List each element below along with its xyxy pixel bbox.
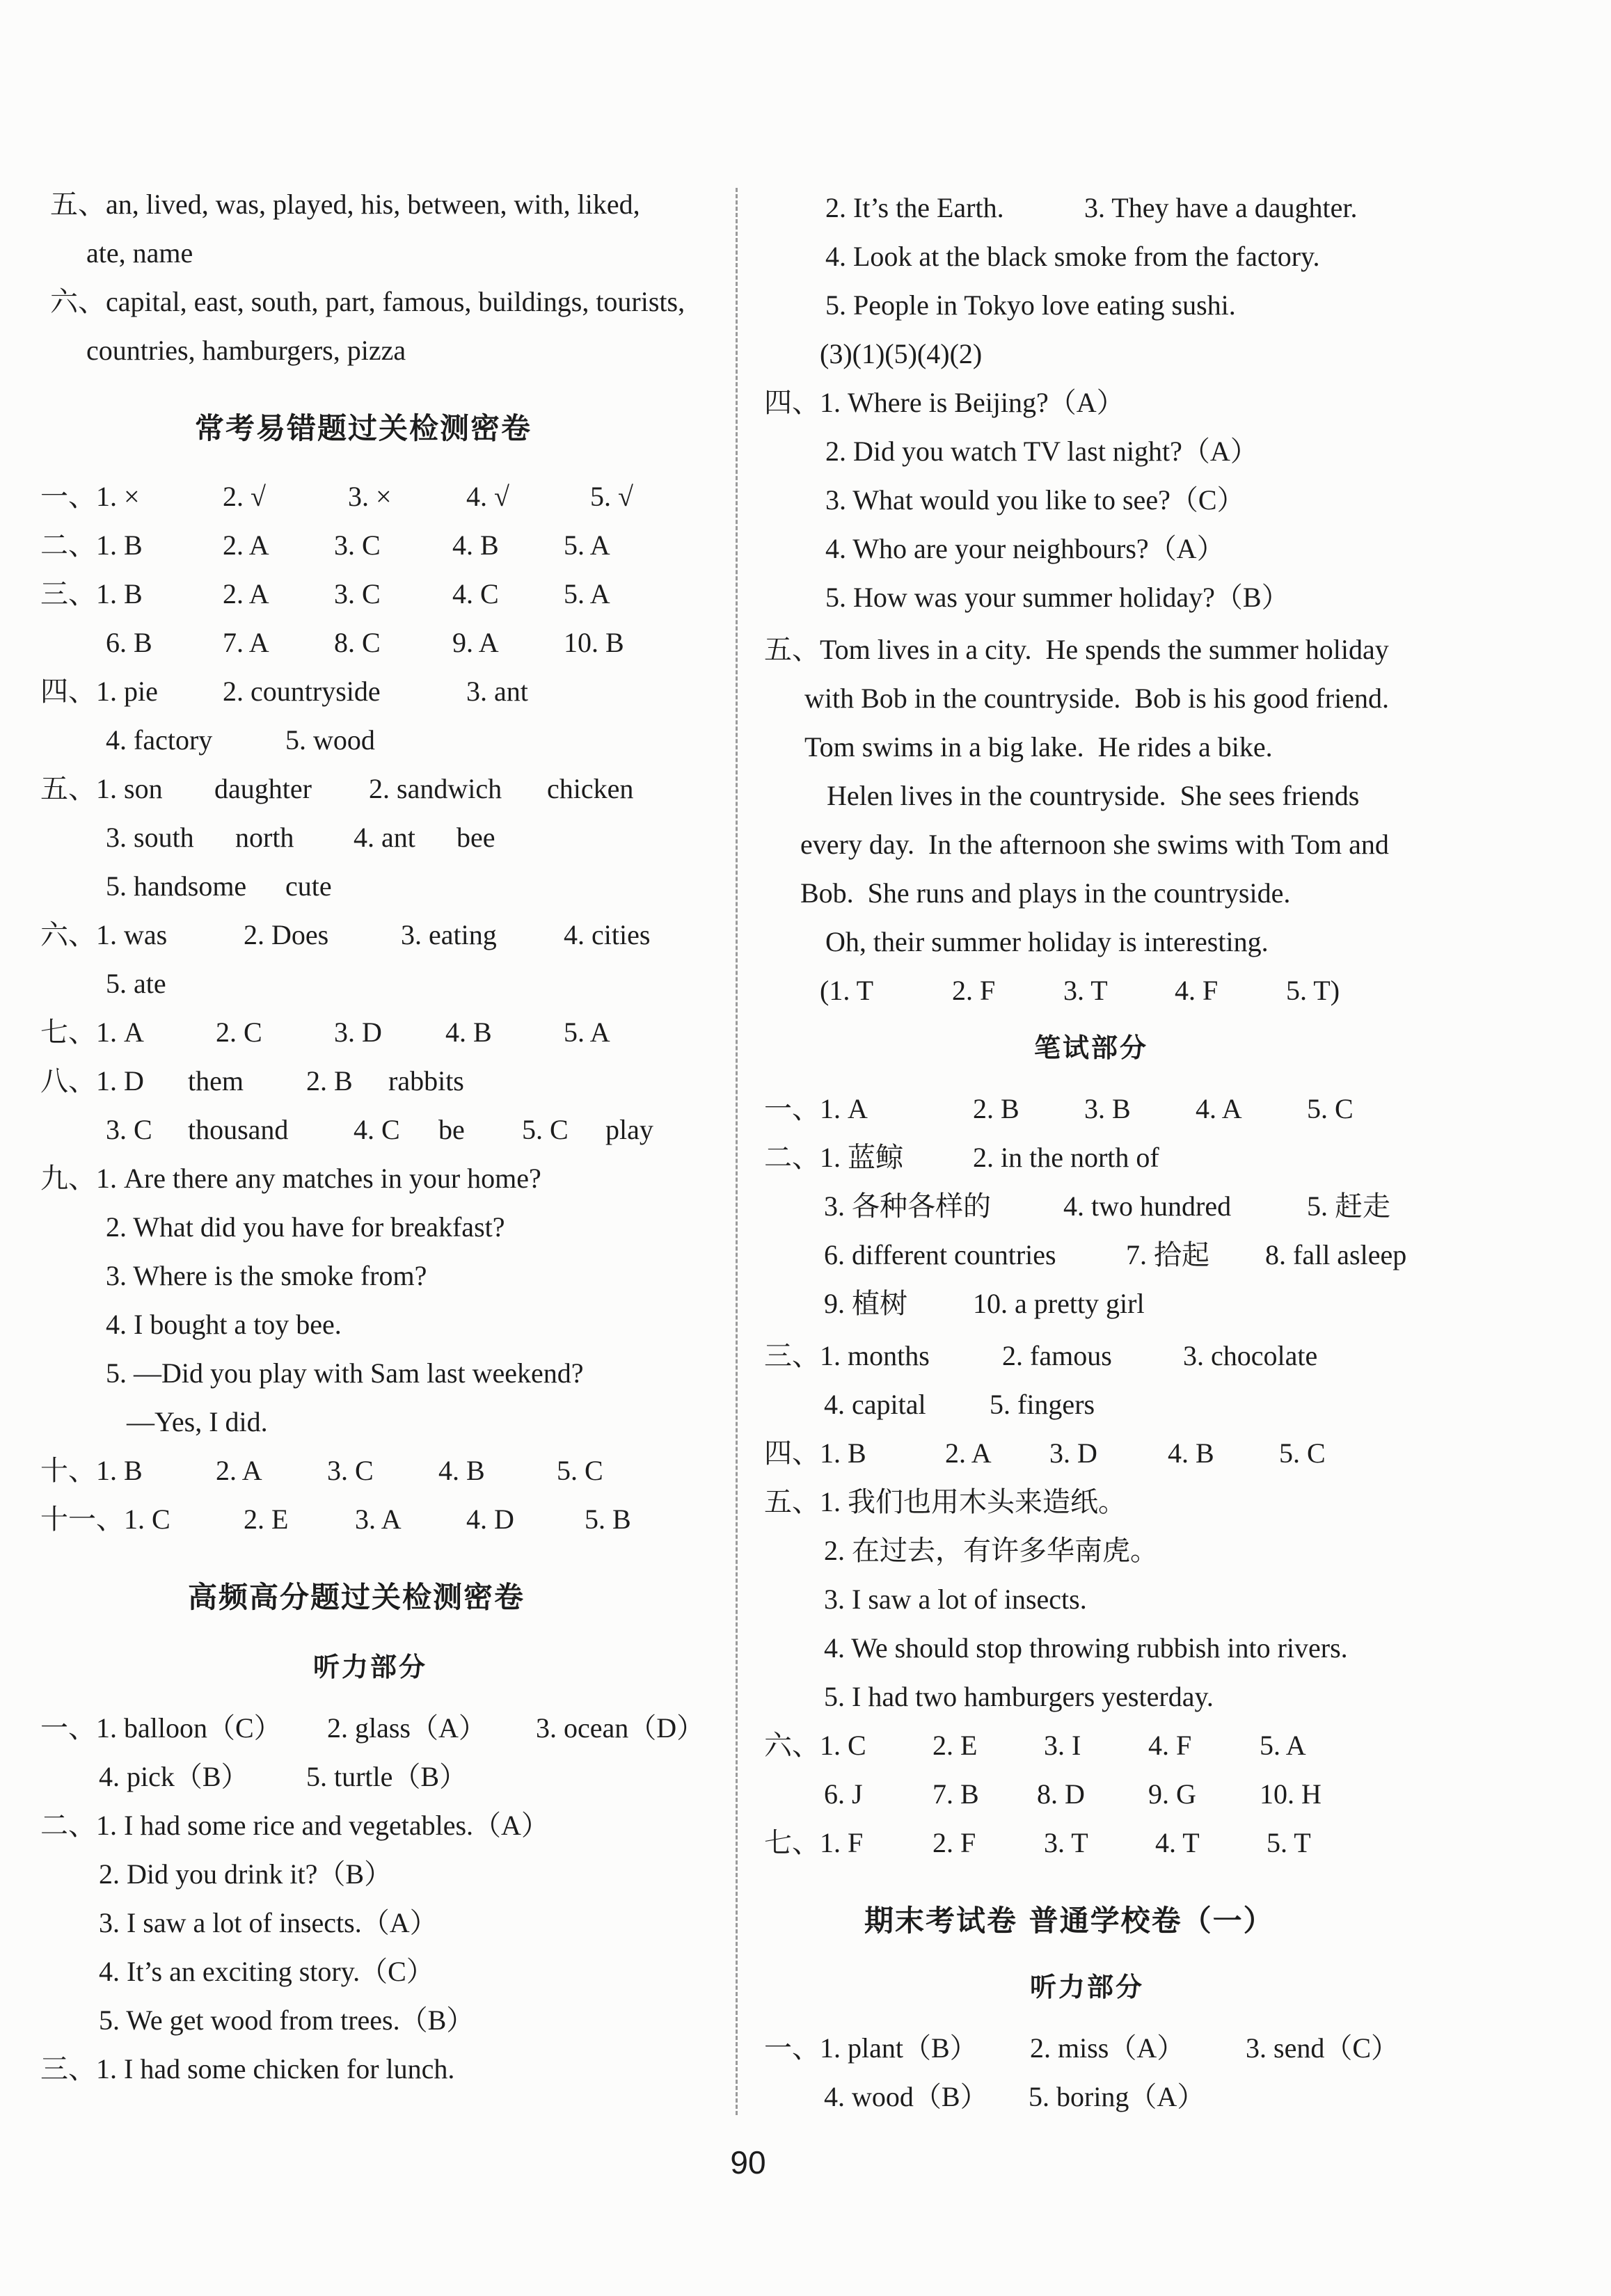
answer-item: 3. chocolate (1183, 1340, 1318, 1371)
answer-item: 八、1. D (40, 1065, 144, 1097)
answer-item: 2. A (945, 1437, 992, 1469)
answer-item: 2. miss（A） (1030, 2032, 1185, 2064)
answer-item: 2. E (244, 1504, 289, 1535)
answer-item: Bob. She runs and plays in the countryside. (800, 877, 1291, 909)
answer-item: —Yes, I did. (127, 1406, 268, 1437)
section-heading: 高频高分题过关检测密卷 (188, 1580, 525, 1614)
answer-item: 7. 拾起 (1126, 1239, 1209, 1270)
answer-item: 3. eating (401, 919, 497, 950)
answer-item: 五、1. son (40, 773, 163, 804)
answer-item: 2. C (216, 1017, 262, 1048)
answer-item: rabbits (388, 1065, 464, 1097)
answer-item: 5. 赶走 (1307, 1190, 1390, 1222)
answer-item: 2. E (933, 1730, 978, 1761)
answer-item: 一、1. A (764, 1093, 868, 1124)
answer-item: 3. What would you like to see?（C） (825, 484, 1245, 516)
answer-item: 3. C (327, 1455, 374, 1486)
answer-item: be (438, 1114, 465, 1145)
answer-item: 五、Tom lives in a city. He spends the summer holiday (764, 634, 1389, 665)
answer-item: 4. T (1155, 1827, 1200, 1858)
answer-item: 5. A (1260, 1730, 1306, 1761)
answer-item: 2. √ (223, 481, 266, 512)
answer-item: 3. B (1084, 1093, 1131, 1124)
answer-item: them (188, 1065, 244, 1097)
answer-item: 4. B (1168, 1437, 1214, 1469)
answer-item: 4. We should stop throwing rubbish into rivers. (824, 1632, 1348, 1664)
answer-item: 5. I had two hamburgers yesterday. (824, 1681, 1214, 1712)
answer-item: 二、1. 蓝鲸 (764, 1142, 903, 1173)
answer-item: 3. ant (466, 676, 528, 707)
answer-item: 8. D (1037, 1778, 1085, 1810)
answer-item: 一、1. balloon（C） (40, 1712, 282, 1744)
answer-item: 5. C (1307, 1093, 1354, 1124)
answer-item: 5. B (585, 1504, 631, 1535)
answer-item: 二、1. I had some rice and vegetables.（A） (40, 1810, 549, 1841)
answer-item: 2. Did you watch TV last night?（A） (825, 436, 1258, 467)
answer-item: 3. I saw a lot of insects. (824, 1584, 1087, 1615)
answer-item: 2. It’s the Earth. (825, 192, 1004, 223)
answer-item: 5. wood (285, 724, 375, 756)
answer-item: 九、1. Are there any matches in your home? (40, 1163, 541, 1194)
answer-item: daughter (214, 773, 312, 804)
answer-item: 2. What did you have for breakfast? (106, 1211, 505, 1243)
answer-item: 3. × (348, 481, 392, 512)
answer-item: 2. A (216, 1455, 262, 1486)
answer-item: 2. sandwich (369, 773, 502, 804)
answer-item: every day. In the afternoon she swims with Tom and (800, 829, 1389, 860)
answer-item: 10. H (1260, 1778, 1322, 1810)
answer-item: 5. handsome (106, 870, 247, 902)
answer-item: 4. It’s an exciting story.（C） (99, 1956, 434, 1987)
answer-item: 8. C (334, 627, 381, 658)
answer-item: 4. F (1175, 975, 1219, 1006)
answer-item: 7. A (223, 627, 269, 658)
answer-item: 3. south (106, 822, 194, 853)
answer-item: 4. Who are your neighbours?（A） (825, 533, 1225, 564)
answer-item: 3. I saw a lot of insects.（A） (99, 1907, 438, 1938)
answer-item: 4. C (354, 1114, 400, 1145)
answer-item: 七、1. F (764, 1827, 864, 1858)
answer-item: 2. A (223, 529, 269, 561)
answer-item: 2. famous (1002, 1340, 1112, 1371)
answer-item: 5. People in Tokyo love eating sushi. (825, 289, 1236, 321)
answer-item: Oh, their summer holiday is interesting. (825, 926, 1269, 957)
answer-item: 四、1. Where is Beijing?（A） (764, 387, 1125, 418)
answer-item: 2. 在过去，有许多华南虎。 (824, 1535, 1158, 1566)
answer-item: 7. B (933, 1778, 979, 1810)
answer-item: 5. boring（A） (1029, 2081, 1205, 2112)
answer-item: 3. They have a daughter. (1084, 192, 1358, 223)
answer-item: 2. in the north of (973, 1142, 1159, 1173)
answer-item: 5. ate (106, 968, 166, 999)
answer-item: 4. D (466, 1504, 514, 1535)
answer-item: 六、1. was (40, 919, 168, 950)
answer-item: 三、1. months (764, 1340, 930, 1371)
section-heading: 期末考试卷 普通学校卷（一） (864, 1904, 1274, 1938)
answer-item: 五、an, lived, was, played, his, between, with, liked, (50, 189, 640, 220)
answer-item: (3)(1)(5)(4)(2) (820, 338, 983, 369)
answer-item: 十、1. B (40, 1455, 143, 1486)
answer-item: 5. C (1279, 1437, 1326, 1469)
answer-item: 8. fall asleep (1265, 1239, 1407, 1270)
answer-item: 5. How was your summer holiday?（B） (825, 582, 1289, 613)
answer-item: 2. B (306, 1065, 353, 1097)
answer-item: 3. 各种各样的 (824, 1190, 991, 1222)
answer-item: 5. T (1267, 1827, 1311, 1858)
answer-item: 2. Did you drink it?（B） (99, 1858, 392, 1890)
answer-item: 10. a pretty girl (973, 1288, 1145, 1319)
answer-item: 4. C (452, 578, 499, 609)
answer-item: play (605, 1114, 653, 1145)
answer-item: (1. T (820, 975, 874, 1006)
answer-item: 3. C (334, 578, 381, 609)
answer-item: ate, name (86, 237, 193, 269)
answer-item: 五、1. 我们也用木头来造纸。 (764, 1486, 1126, 1517)
answer-item: 四、1. B (764, 1437, 866, 1469)
answer-item: 二、1. B (40, 529, 143, 561)
answer-item: 2. F (952, 975, 996, 1006)
answer-item: 4. pick（B） (99, 1761, 249, 1792)
answer-item: 10. B (564, 627, 624, 658)
answer-item: 5. C (557, 1455, 603, 1486)
answer-item: 3. C (334, 529, 381, 561)
answer-item: 5. T) (1286, 975, 1340, 1006)
answer-item: 5. We get wood from trees.（B） (99, 2004, 475, 2036)
answer-item: countries, hamburgers, pizza (86, 335, 406, 366)
answer-item: 5. turtle（B） (306, 1761, 468, 1792)
answer-item: 4. √ (466, 481, 509, 512)
answer-item: north (235, 822, 294, 853)
answer-item: 3. D (1049, 1437, 1097, 1469)
answer-item: 2. countryside (223, 676, 381, 707)
answer-item: 3. ocean（D） (536, 1712, 705, 1744)
answer-item: 3. Where is the smoke from? (106, 1260, 427, 1291)
answer-item: Helen lives in the countryside. She sees friends (827, 780, 1360, 811)
answer-item: 三、1. I had some chicken for lunch. (40, 2053, 455, 2084)
answer-item: 一、1. × (40, 481, 140, 512)
answer-item: 六、capital, east, south, part, famous, buildings, tourists, (50, 286, 685, 317)
answer-item: 9. G (1148, 1778, 1196, 1810)
answer-item: 4. B (438, 1455, 485, 1486)
answer-item: 5. —Did you play with Sam last weekend? (106, 1357, 584, 1389)
answer-item: bee (457, 822, 495, 853)
answer-item: 4. Look at the black smoke from the factory. (825, 241, 1320, 272)
answer-item: 2. A (223, 578, 269, 609)
answer-item: thousand (188, 1114, 289, 1145)
answer-item: 5. A (564, 529, 610, 561)
answer-item: 4. I bought a toy bee. (106, 1309, 342, 1340)
answer-item: 2. Does (244, 919, 329, 950)
answer-item: 4. wood（B） (824, 2081, 988, 2112)
answer-item: 4. ant (354, 822, 415, 853)
answer-item: 4. B (452, 529, 499, 561)
answer-item: 3. I (1044, 1730, 1081, 1761)
answer-item: 3. T (1063, 975, 1108, 1006)
answer-item: 4. A (1196, 1093, 1242, 1124)
answer-item: 6. J (824, 1778, 863, 1810)
answer-item: 2. B (973, 1093, 1019, 1124)
answer-item: 4. cities (564, 919, 651, 950)
part-heading: 听力部分 (313, 1652, 428, 1682)
page-number: 90 (730, 2144, 766, 2181)
answer-item: 5. A (564, 578, 610, 609)
answer-item: 6. B (106, 627, 152, 658)
answer-item: chicken (547, 773, 634, 804)
answer-item: 5. √ (590, 481, 633, 512)
section-heading: 常考易错题过关检测密卷 (195, 411, 532, 445)
answer-item: 十一、1. C (40, 1504, 170, 1535)
answer-item: 4. two hundred (1063, 1190, 1232, 1222)
answer-item: 3. send（C） (1246, 2032, 1399, 2064)
answer-item: 5. C (522, 1114, 569, 1145)
answer-item: 一、1. plant（B） (764, 2032, 978, 2064)
answer-item: 3. T (1044, 1827, 1088, 1858)
answer-item: 4. F (1148, 1730, 1192, 1761)
answer-item: 四、1. pie (40, 676, 158, 707)
answer-item: 2. glass（A） (327, 1712, 486, 1744)
answer-item: 4. B (445, 1017, 492, 1048)
answer-item: 2. F (933, 1827, 976, 1858)
answer-item: 6. different countries (824, 1239, 1056, 1270)
answer-item: 七、1. A (40, 1017, 144, 1048)
answer-item: 三、1. B (40, 578, 143, 609)
answer-item: 六、1. C (764, 1730, 866, 1761)
answer-item: 3. D (334, 1017, 382, 1048)
part-heading: 听力部分 (1030, 1972, 1145, 2002)
answer-item: with Bob in the countryside. Bob is his good friend. (804, 683, 1389, 714)
answer-item: 9. A (452, 627, 499, 658)
answer-item: 4. factory (106, 724, 213, 756)
column-divider (736, 188, 738, 2115)
answer-item: 9. 植树 (824, 1288, 907, 1319)
answer-item: 3. C (106, 1114, 152, 1145)
answer-item: cute (285, 870, 332, 902)
answer-item: 5. fingers (990, 1389, 1095, 1420)
answer-item: 5. A (564, 1017, 610, 1048)
answer-item: Tom swims in a big lake. He rides a bike. (804, 731, 1273, 763)
answer-item: 4. capital (824, 1389, 926, 1420)
answer-item: 3. A (355, 1504, 402, 1535)
part-heading: 笔试部分 (1034, 1033, 1149, 1063)
